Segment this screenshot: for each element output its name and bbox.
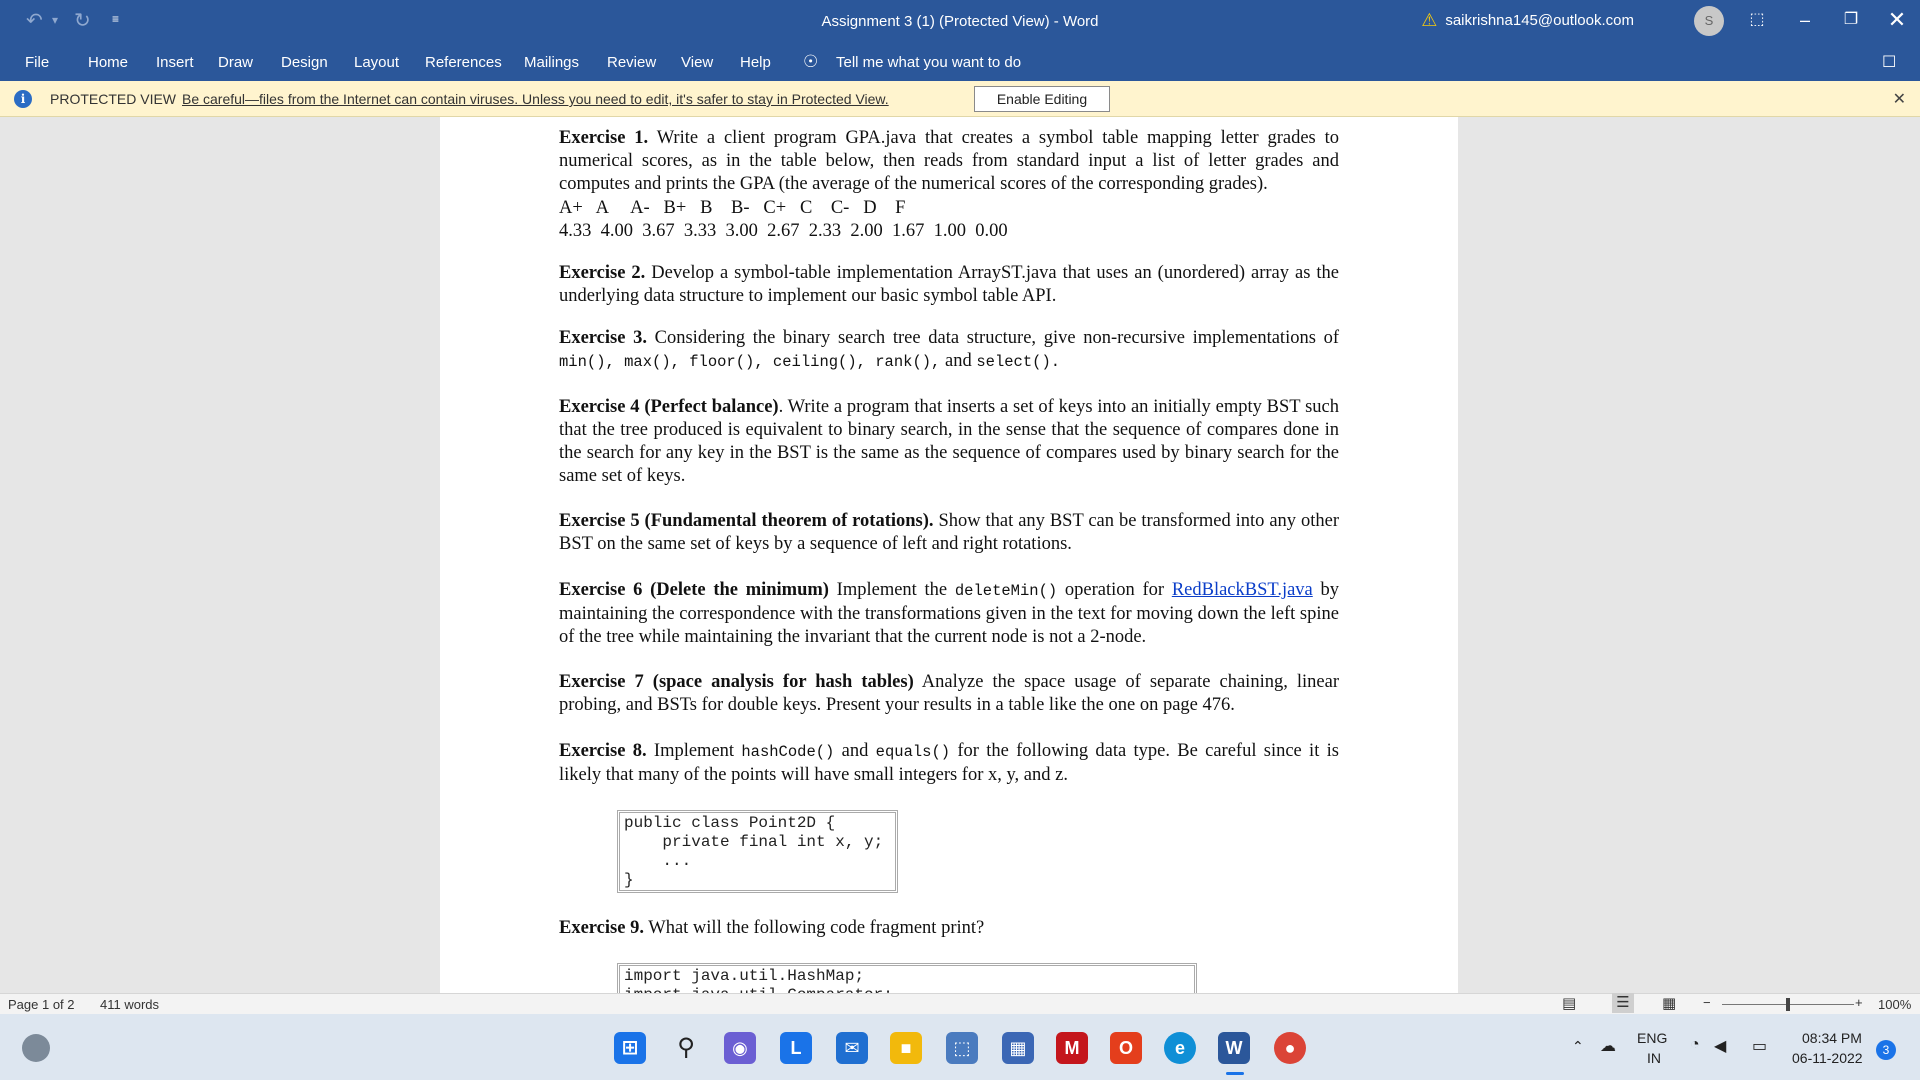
web-layout-icon[interactable]: ▦ [1662,995,1677,1012]
store-icon[interactable]: ▦ [1002,1032,1034,1064]
protected-view-bar [0,81,1920,117]
exercise-3-and: and [940,351,977,371]
tab-draw[interactable]: Draw [218,54,254,71]
restore-button[interactable]: ❐ [1843,11,1859,28]
tell-me-search[interactable]: Tell me what you want to do [836,54,1022,71]
warning-icon: ⚠ [1421,10,1438,30]
exercise-5-title: Exercise 5 (Fundamental theorem of rotations). [559,511,934,531]
exercise-3-text: Considering the binary search tree data structure, give non-recursive implementations of [646,328,1339,348]
tab-layout[interactable]: Layout [354,54,400,71]
tab-view[interactable]: View [681,54,714,71]
scores-row: 4.33 4.00 3.67 3.33 3.00 2.67 2.33 2.00 1.67 1.00 0.00 [559,221,1008,241]
wifi-icon[interactable]: ◔ [1690,1036,1700,1053]
zoom-level[interactable]: 100% [1878,997,1912,1012]
status-bar [0,993,1920,1014]
exercise-3-title: Exercise 3. [559,328,647,348]
print-layout-icon[interactable]: ☰ [1612,993,1634,1013]
battery-icon[interactable]: ▭ [1752,1038,1768,1055]
close-button[interactable]: ✕ [1887,7,1907,32]
exercise-4-text: . Write a program that inserts a set of keys into an initially empty BST such that the tree produced is equivalent to binary search, in the sense that the sequence of compares done in the search for any key in the BST is the same as the sequence of compares used by binary search for the same set of keys. [559,397,1339,486]
account-email: saikrishna145@outlook.com [1445,12,1634,29]
title-bar [0,0,1920,44]
undo-dropdown-icon[interactable]: ▾ [52,13,59,27]
exercise-6-title: Exercise 6 (Delete the minimum) [559,580,829,600]
document-title: Assignment 3 (1) (Protected View) - Word [821,13,1099,30]
page-count[interactable]: Page 1 of 2 [8,997,75,1012]
exercise-8 [559,740,1339,787]
teams-chat-icon[interactable]: ◉ [724,1032,756,1064]
region-label[interactable]: IN [1647,1050,1661,1066]
exercise-6 [559,579,1339,649]
taskbar [0,1014,1920,1080]
tab-file[interactable]: File [25,54,50,71]
exercise-6-text-c: by maintaining the correspondence with the transformations given in the text for moving down the left spine of the tree while maintaining the invariant that the current node is not a 2-node. [559,580,1339,647]
l-app-icon[interactable]: L [780,1032,812,1064]
info-icon: i [14,90,32,108]
lightbulb-icon: ☉ [803,52,819,71]
notification-badge[interactable]: 3 [1876,1040,1896,1060]
exercise-4 [559,396,1339,488]
tab-references[interactable]: References [425,54,502,71]
edge-icon[interactable]: e [1164,1032,1196,1064]
clock-date[interactable]: 06-11-2022 [1792,1050,1863,1066]
exercise-9 [559,917,1339,940]
document-page[interactable] [440,117,1458,993]
exercise-5-text: Show that any BST can be transformed into any other BST on the same set of keys by a sequence of left and right rotations. [559,511,1339,554]
ribbon-tabs [0,44,1920,81]
protected-view-message[interactable]: Be careful—files from the Internet can contain viruses. Unless you need to edit, it's safer to stay in Protected View. [182,91,889,107]
exercise-1-title: Exercise 1. [559,128,649,148]
exercise-8-text-c: for the following data type. Be careful since it is likely that many of the points will have small integers for x, y, and z. [559,741,1339,785]
exercise-6-code: deleteMin() [954,582,1058,600]
network-app-icon[interactable]: ⬚ [946,1032,978,1064]
tab-home[interactable]: Home [88,54,129,71]
tab-insert[interactable]: Insert [156,54,194,71]
exercise-9-title: Exercise 9. [559,918,644,938]
exercise-8-text-a: Implement [646,741,742,761]
comments-icon[interactable]: ☐ [1882,54,1897,71]
exercise-7 [559,671,1339,717]
minimize-button[interactable]: – [1799,10,1810,30]
undo-icon[interactable]: ↶ [26,10,43,32]
onedrive-icon[interactable]: ☁ [1600,1038,1616,1055]
hashmap-code-block: import java.util.HashMap; [617,963,1197,1011]
exercise-9-text: What will the following code fragment print? [643,918,985,938]
exercise-7-text: Analyze the space usage of separate chaining, linear probing, and BSTs for double keys. Present your results in a table like the one on page 476. [559,672,1339,715]
customize-quick-access-icon[interactable]: ≡ [112,12,120,26]
exercise-8-code-b: equals() [875,743,951,761]
word-count[interactable]: 411 words [100,997,160,1012]
zoom-out-icon[interactable]: − [1703,995,1711,1010]
exercise-8-text-b: and [834,741,876,761]
protected-view-label: PROTECTED VIEW [50,91,177,107]
language-label[interactable]: ENG [1637,1030,1668,1046]
tab-help[interactable]: Help [740,54,771,71]
exercise-8-title: Exercise 8. [559,741,647,761]
exercise-4-title: Exercise 4 (Perfect balance) [559,397,779,417]
zoom-in-icon[interactable]: + [1855,995,1863,1010]
volume-icon[interactable]: ◀ [1714,1038,1727,1055]
exercise-1-text: Write a client program GPA.java that creates a symbol table mapping letter grades to numerical scores, as in the table below, then reads from standard input a list of letter grades and computes and prints the GPA (the average of the numerical scores of the corresponding grades). [559,128,1339,194]
show-hidden-icons[interactable]: ⌃ [1572,1038,1584,1054]
exercise-7-title: Exercise 7 (space analysis for hash tables) [559,672,914,692]
tab-mailings[interactable]: Mailings [524,54,580,71]
exercise-2 [559,262,1339,308]
exercise-6-text-b: operation for [1057,580,1172,600]
start-icon[interactable]: ⊞ [614,1032,646,1064]
file-explorer-icon[interactable]: ■ [890,1032,922,1064]
account-area[interactable] [1421,10,1634,31]
redo-icon[interactable]: ↻ [74,10,91,32]
ribbon-display-options-icon[interactable]: ⬚ [1749,11,1765,28]
exercise-2-title: Exercise 2. [559,263,646,283]
widgets-icon[interactable] [22,1034,50,1062]
word-active-indicator [1226,1072,1244,1075]
mail-icon[interactable]: ✉ [836,1032,868,1064]
exercise-2-text: Develop a symbol-table implementation ArrayST.java that uses an (unordered) array as the underlying data structure to implement our basic symbol table API. [559,263,1339,306]
enable-editing-button[interactable]: Enable Editing [974,86,1110,112]
redblackbst-link[interactable]: RedBlackBST.java [1171,580,1313,600]
avatar[interactable]: S [1694,6,1724,36]
mcafee-icon[interactable]: M [1056,1032,1088,1064]
exercise-3 [559,327,1339,374]
exercise-1 [559,127,1339,196]
chrome-icon[interactable]: ● [1274,1032,1306,1064]
close-icon[interactable]: ✕ [1892,91,1906,108]
zoom-slider-thumb[interactable] [1786,998,1790,1011]
tab-review[interactable]: Review [607,54,657,71]
office-icon[interactable]: O [1110,1032,1142,1064]
exercise-6-text-a: Implement the [828,580,955,600]
word-icon[interactable]: W [1218,1032,1250,1064]
tab-design[interactable]: Design [281,54,328,71]
search-icon[interactable]: ⚲ [677,1034,695,1061]
grades-row: A+ A A- B+ B B- C+ C C- D F [559,198,906,218]
exercise-5 [559,510,1339,556]
exercise-3-methods: min(), max(), floor(), ceiling(), rank(), [559,353,941,371]
clock-time[interactable]: 08:34 PM [1802,1030,1862,1046]
exercise-8-code-a: hashCode() [741,743,835,761]
document-canvas[interactable] [0,117,1920,993]
read-mode-icon[interactable]: ▤ [1562,995,1577,1012]
exercise-3-last-method: select(). [976,353,1061,371]
point2d-code-block: public class Point2D { private final int x, y; ... } [617,810,898,893]
